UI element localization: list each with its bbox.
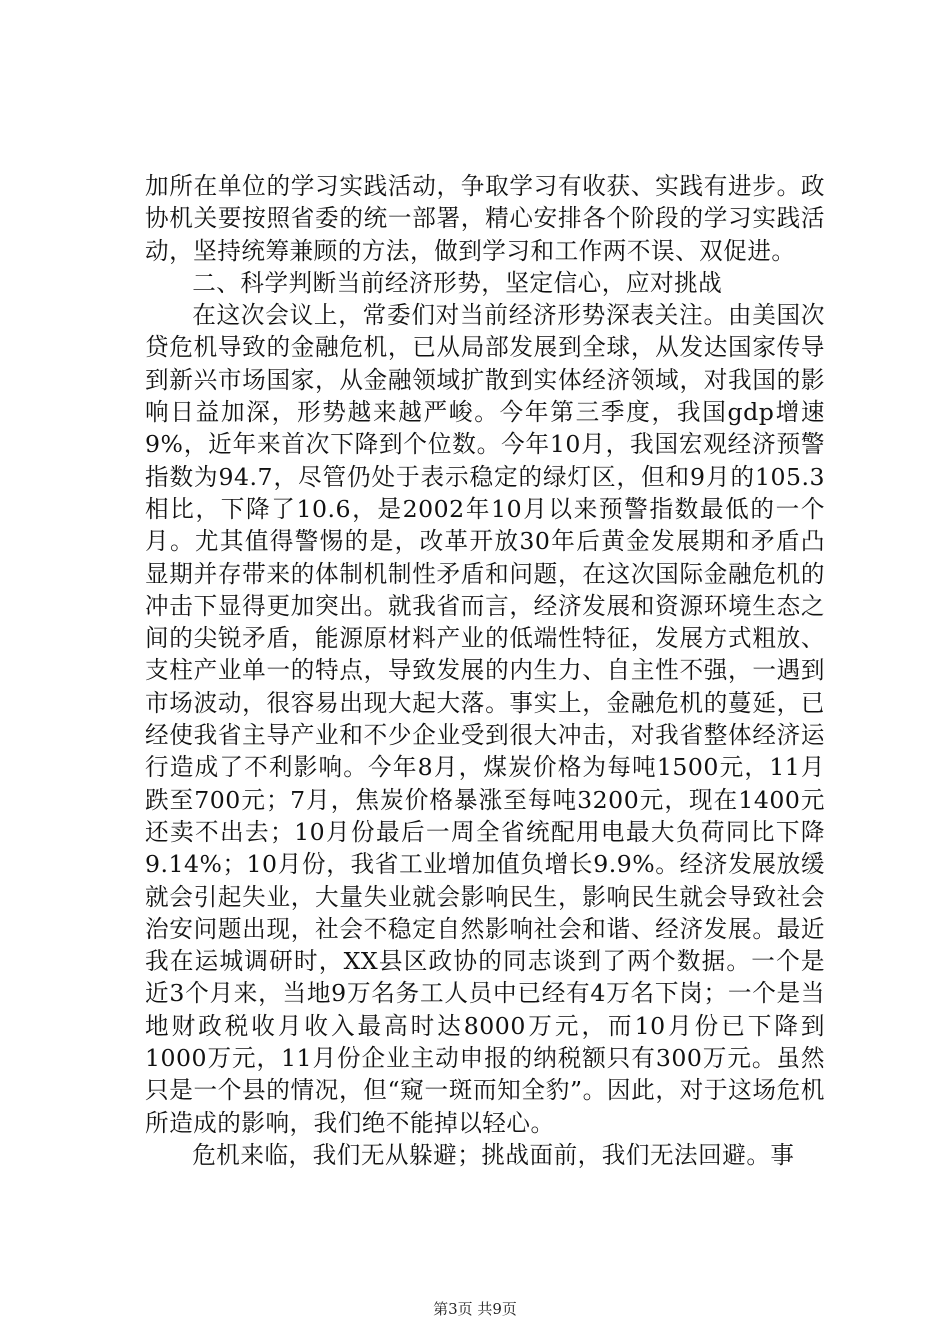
paragraph-economic-situation: 在这次会议上，常委们对当前经济形势深表关注。由美国次贷危机导致的金融危机，已从局部发展到全球，从发达国家传导到新兴市场国家，从金融领域扩散到实体经济领域，对我国的影响日益加深，形势越来越严峻。今年第三季度，我国gdp增速9%，近年来首次下降到个位数。今年10月，我国宏观经济预警指数为94.7，尽管仍处于表示稳定的绿灯区，但和9月的105.3相比，下降了10.6，是2002年10月以来预警指数最低的一个月。尤其值得警惕的是，改革开放30年后黄金发展期和矛盾凸显期并存带来的体制机制性矛盾和问题，在这次国际金融危机的冲击下显得更加突出。就我省而言，经济发展和资源环境生态之间的尖锐矛盾，能源原材料产业的低端性特征，发展方式粗放、支柱产业单一的特点，导致发展的内生力、自主性不强，一遇到市场波动，很容易出现大起大落。事实上，金融危机的蔓延，已经使我省主导产业和不少企业受到很大冲击，对我省整体经济运行造成了不利影响。今年8月，煤炭价格为每吨1500元，11月跌至700元；7月，焦炭价格暴涨至每吨3200元，现在1400元还卖不出去；10月份最后一周全省统配用电最大负荷同比下降9.14%；10月份，我省工业增加值负增长9.9%。经济发展放缓就会引起失业，大量失业就会影响民生，影响民生就会导致社会治安问题出现，社会不稳定自然影响社会和谐、经济发展。最近我在运城调研时，XX县区政协的同志谈到了两个数据。一个是近3个月来，当地9万名务工人员中已经有4万名下岗；一个是当地财政税收月收入最高时达8000万元，而10月份已下降到1000万元，11月份企业主动申报的纳税额只有300万元。虽然只是一个县的情况，但“窥一斑而知全豹”。因此，对于这场危机所造成的影响，我们绝不能掉以轻心。 — [145, 301, 825, 1137]
paragraph-crisis: 危机来临，我们无从躲避；挑战面前，我们无法回避。事 — [192, 1140, 795, 1169]
section-heading: 二、科学判断当前经济形势，坚定信心，应对挑战 — [192, 268, 723, 297]
page-number-footer: 第3页 共9页 — [433, 1300, 517, 1318]
document-body — [145, 170, 825, 1171]
paragraph-continuation: 加所在单位的学习实践活动，争取学习有收获、实践有进步。政协机关要按照省委的统一部署，精心安排各个阶段的学习实践活动，坚持统筹兼顾的方法，做到学习和工作两不误、双促进。 — [145, 172, 825, 265]
